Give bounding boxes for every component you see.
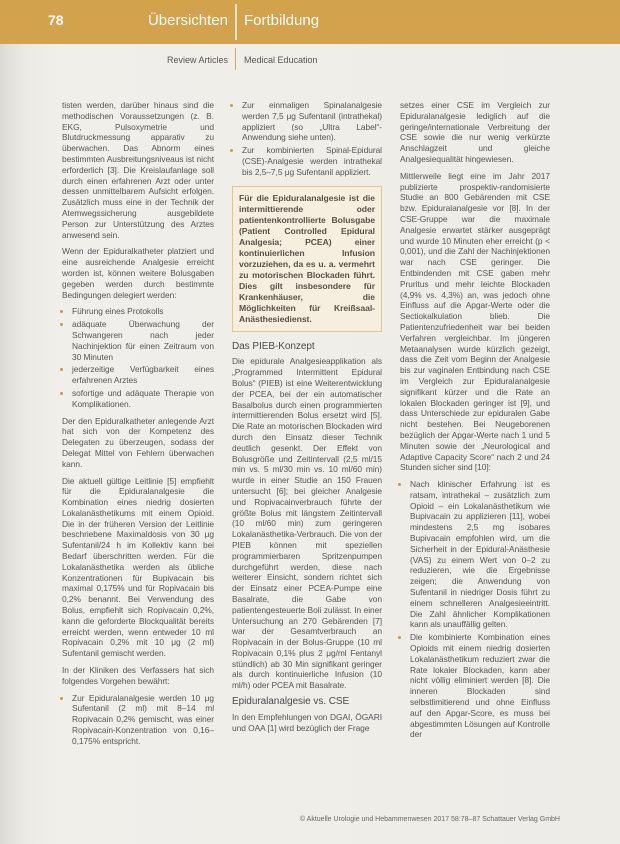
list-item: • Zur einmaligen Spinalanalgesie werden 7,5 μg Sufentanil (intrathekal) appliziert (so „Ultra Label“-Anwendung siehe unten). (242, 100, 382, 143)
list-item: • Nach klinischer Erfahrung ist es ratsam, intrathekal – zusätzlich zum Opioid – ein Lokalanästhetikum wie Bupivacain zu applizieren [11], wobei mindestens 2,5 mg isobares Bupivacain empfohlen wird, um die Sicherheit in der Epidural-Anästhesie (VAS) zu einem Wert von 0–2 zu reduzieren, wie die Ergebnisse zeigen; die Anwendung von Sufentanil in niedriger Dosis führt zu einem schnelleren Analgesieeintritt. Die Zahl ähnlicher Komplikationen kann als unauffällig gelten. (410, 479, 550, 630)
header-band (0, 0, 620, 44)
header-divider (235, 4, 237, 40)
subtitle-left: Review Articles (166, 55, 228, 65)
page-number: 78 (48, 12, 64, 28)
bullet-list (62, 306, 214, 409)
subtitle-right: Medical Education (244, 55, 318, 65)
text-column-3 (400, 100, 550, 746)
paragraph: Die epidurale Analgesieapplikation als „Programmed Intermittent Epidural Bolus“ (PIEB) ist eine Weiterentwicklung der PCEA, bei der ein automatischer Basalbolus durch einen programmierten intermittierenden Bolus ersetzt wird [5]. Die Rate an motorischen Blockaden wird durch den Einsatz dieser Technik deutlich gesenkt. Der Effekt von Bolusgröße und Zeitintervall (2,5 ml/15 min vs. 5 ml/30 min vs. 10 ml/60 min) wurde in einer Studie an 150 Frauen untersucht [6]; bei gleicher Analgesie und Ropivacainverbrauch führte der größte Bolus mit längstem Zeitintervall (10 ml/60 min) zum geringeren Lokalanästhetika-Verbrauch. Die von der PIEB können mit speziellen programmierbaren Spritzenpumpen durchgeführt werden, diese nach weiterer Einsicht, sondern richtet sich der Einsatz einer PCEA-Pumpe eine Basalrate, die Gabe von patientengesteuerte Boli zulässt. In einer Untersuchung an 270 Gebärenden [7] war der Gesamtverbrauch an Ropivacain in der Bolus-Gruppe (10 ml Ropivacain 0,1% plus 2 μg/ml Fentanyl stündlich) ab 30 Min signifikant geringer als durch kontinuierliche Infusion (10 ml/h) oder PCEA mit Basalrate. (232, 356, 382, 691)
subtitle-divider (235, 48, 236, 70)
section-heading: Epiduralanalgesie vs. CSE (232, 696, 350, 708)
paragraph: Die aktuell gültige Leitlinie [5] empfiehlt für die Epiduralanalgesie die Kombination eines niedrig dosierten Lokalanästhetikums mit einem Opioid. Die in der früheren Version der Leitlinie beschriebene Maximaldosis von 30 μg Sufentanil/24 h im Kollektiv kann bei Bedarf überschritten werden. Für die Lokalanästhetika werden als übliche Konzentrationen für Bupivacain bis maximal 0,175% und für Ropivacain bis 0,2% benannt. Bei Verwendung des Bolus, empfiehlt sich Ropivacain 0,2%, kann die geforderte Blockqualität bereits erreicht werden, wenn entweder 10 ml Ropivacain 0,2% mit 10 μg (2 ml) Sufentanil gemischt werden. (62, 475, 214, 659)
section-title-right: Fortbildung (244, 12, 320, 29)
paragraph: setzes einer CSE im Vergleich zur Epiduralanalgesie lediglich auf die geringe/internationale Verbreitung der CSE sowie die nur wenig verkürzte Anschlagzeit und gleiche Analgesiequalität hingewiesen. (400, 100, 550, 164)
section-heading: Das PIEB-Konzept (232, 340, 315, 352)
paragraph: In der Kliniken des Verfassers hat sich folgendes Vorgehen bewährt: (62, 665, 214, 686)
list-item: • sofortige und adäquate Therapie von Komplikationen. (72, 388, 214, 410)
list-item: • adäquate Überwachung der Schwangeren nach jeder Nachinjektion für einen Zeitraum von 30 Minuten (72, 319, 214, 362)
bullet-list (232, 100, 382, 178)
list-item: • Führung eines Protokolls (72, 306, 214, 317)
text-column-1 (62, 100, 214, 753)
list-item: • jederzeitige Verfügbarkeit eines erfahrenen Arztes (72, 364, 214, 386)
section-title-left: Übersichten (147, 12, 228, 29)
paragraph: Wenn der Epiduralkatheter platziert und eine ausreichende Analgesie erreicht worden ist, können weitere Bolusgaben gegeben werden durch bestimmte Bedingungen delegiert werden: (62, 246, 214, 300)
paragraph: Der den Epiduralkatheter anlegende Arzt hat sich von der Kompetenz des Delegaten zu überzeugen, sodass der Delegat Mittel von Fehlern überwachen kann. (62, 415, 214, 469)
list-item: • Zur Epiduralanalgesie werden 10 μg Sufentanil (2 ml) mit 8–14 ml Ropivacain 0,2% gemischt, was einer Ropivacain-Konzentration von 0,16–0,175% entspricht. (72, 693, 214, 747)
paragraph: In den Empfehlungen von DGAI, ÖGARI und OAA [1] wird bezüglich der Frage (232, 711, 382, 733)
page-footer: © Aktuelle Urologie und Hebammenwesen 2017 58:78–87 Schattauer Verlag GmbH (299, 816, 560, 823)
paragraph: tisten werden, darüber hinaus sind die methodischen Voraussetzungen (z. B. EKG, Pulsoxymetrie und Blutdruckmessung apparativ zu überwachen. Das Abnorm eines bestimmten Ausbreitungsniveaus ist nicht erforderlich [3]. Die Kreislaufanlage soll durch einen erfahrenen Arzt oder unter dessen unmittelbarem Aufsicht erfolgen. Zusätzlich muss eine in der Technik der Atemwegssicherung ausgebildete Person zur Unterstützung des Arztes anwesend sein. (62, 100, 214, 240)
text-column-2 (232, 100, 382, 739)
highlight-box: Für die Epiduralanalgesie ist die intermittierende oder patientenkontrollierte Bolusgabe (Patient Controlled Epidural Analgesia; PCEA) einer kontinuierlichen Infusion vorzuziehen, da es u. a. vermehrt zu motorischen Blockaden führt. Dies gilt insbesondere für Krankenhäuser, die Möglichkeiten für Kreißsaal-Anästhesiedienst. (232, 186, 382, 332)
list-item: • Die kombinierte Kombination eines Opioids mit einem niedrig dosierten Lokalanästhetikum reduziert zwar die Rate lokaler Blockaden, kann aber nicht völlig eliminiert werden [8]. Die inneren Blockaden sind selbstlimitierend und ohne Einfluss auf den Apgar-Score, es muss bei abgestimmten Lösungen auf Kontrolle der (410, 632, 550, 740)
paragraph: Mittlerweile liegt eine im Jahr 2017 publizierte prospektiv-randomisierte Studie an 800 Gebärenden mit CSE bzw. Epiduralanalgesie vor [8]. In der CSE-Gruppe war die maximale Analgesie erwartet stärker ausgeprägt und wurde 10 Minuten eher erreicht (p < 0,001), und die Zahl der Nachinjektionen war nach CSE geringer. Die Entbindenden mit CSE gaben mehr Pruritus und mehr leichte Blockaden (4,9% vs. 4,3%) an, was jedoch ohne Einfluss auf die Apgar-Werte oder die Sectiokalkulation blieb. Die Patientenzufriedenheit war bei beiden Verfahren vergleichbar. Im jüngeren Metaanalysen wurde kürzlich gezeigt, dass die Zeit vom Beginn der Analgesie bis zur vaginalen Entbindung nach CSE im Vergleich zur Epiduralanalgesie signifikant kürzer und die Rate an lokalen Blockaden geringer ist [9], und dass Unterschiede zur epiduralen Gabe nicht bestehen. Bei Neugeborenen bezüglich der Apgar-Werte nach 1 und 5 Minuten sowie der „Neurological and Adaptive Capacity Score“ nach 2 und 24 Stunden sicher sind [10]: (400, 170, 550, 473)
bullet-list (400, 479, 550, 740)
list-item: • Zur kombinierten Spinal-Epidural (CSE)-Analgesie werden intrathekal bis 2,5–7,5 μg Sufentanil appliziert. (242, 145, 382, 177)
bullet-list (62, 693, 214, 747)
